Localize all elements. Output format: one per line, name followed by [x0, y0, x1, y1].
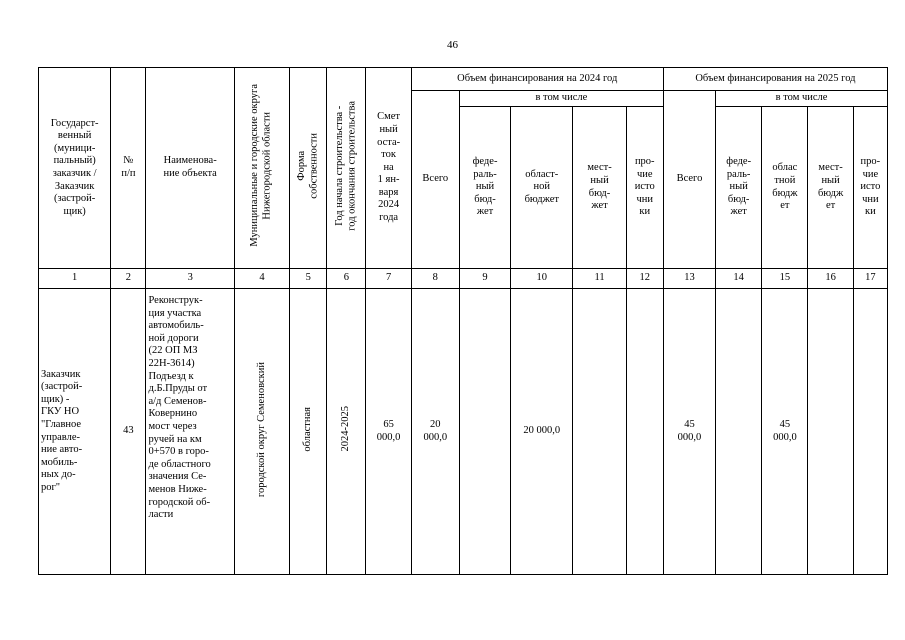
header-financing-2024: Объем финансирования на 2024 год [411, 68, 663, 91]
column-number: 14 [716, 269, 762, 289]
column-number: 10 [511, 269, 573, 289]
header-other-2024: про- чие исто чни ки [626, 107, 663, 269]
header-other-2025: про- чие исто чни ки [853, 107, 887, 269]
row-object-name: Реконструк- ция участка автомобиль- ной дороги (22 ОП МЗ 22Н-3614) Подъезд к д.Б.Пруды от а/д Семенов- Ковернино мост через ручей на км 0+570 в горо- де областного значения Се- менов Ниже- городской об- ласти [146, 289, 234, 575]
row-regional-2024: 20 000,0 [511, 289, 573, 575]
column-number: 8 [411, 269, 459, 289]
row-district-cell [234, 289, 289, 575]
row-ownership-cell [290, 289, 327, 575]
row-estimate: 65 000,0 [366, 289, 411, 575]
header-years: Год начала строительства - год окончания строительства [333, 100, 358, 231]
row-local-2024 [573, 289, 626, 575]
row-customer: Заказчик (застрой- щик) - ГКУ НО "Главное управле- ние авто- мобиль- ных до- рог" [39, 289, 111, 575]
column-number: 11 [573, 269, 626, 289]
column-number: 1 [39, 269, 111, 289]
header-total-2025: Всего [663, 91, 715, 269]
header-customer: Государст- венный (муници- пальный) заказчик / Заказчик (застрой- щик) [39, 68, 111, 269]
row-local-2025 [808, 289, 853, 575]
header-federal-2024: феде- раль- ный бюд- жет [459, 107, 510, 269]
column-number: 6 [327, 269, 366, 289]
row-total-2025: 45 000,0 [663, 289, 715, 575]
header-object-name: Наименова- ние объекта [146, 68, 234, 269]
row-years: 2024-2025 [340, 406, 352, 452]
row-federal-2024 [459, 289, 510, 575]
column-number: 9 [459, 269, 510, 289]
column-number: 15 [762, 269, 808, 289]
row-number: 43 [111, 289, 146, 575]
row-federal-2025 [716, 289, 762, 575]
column-number: 2 [111, 269, 146, 289]
header-number: № п/п [111, 68, 146, 269]
header-district-cell [234, 68, 289, 269]
column-number: 4 [234, 269, 289, 289]
column-number: 16 [808, 269, 853, 289]
header-years-cell [327, 68, 366, 269]
header-local-2025: мест- ный бюдж ет [808, 107, 853, 269]
table-row [39, 289, 888, 575]
row-regional-2025: 45 000,0 [762, 289, 808, 575]
header-regional-2025: облас тной бюдж ет [762, 107, 808, 269]
header-regional-2024: област- ной бюджет [511, 107, 573, 269]
row-ownership: областная [301, 406, 313, 452]
header-federal-2025: феде- раль- ный бюд- жет [716, 107, 762, 269]
header-financing-2025: Объем финансирования на 2025 год [663, 68, 887, 91]
header-ownership: Форма собственности [295, 132, 320, 199]
row-years-cell [327, 289, 366, 575]
row-other-2024 [626, 289, 663, 575]
header-estimate: Смет ный оста- ток на 1 ян- варя 2024 года [366, 68, 411, 269]
column-number: 12 [626, 269, 663, 289]
column-number: 3 [146, 269, 234, 289]
column-number: 5 [290, 269, 327, 289]
header-total-2024: Всего [411, 91, 459, 269]
row-total-2024: 20 000,0 [411, 289, 459, 575]
header-local-2024: мест- ный бюд- жет [573, 107, 626, 269]
header-including-2025: в том числе [716, 91, 888, 107]
header-including-2024: в том числе [459, 91, 663, 107]
row-district: городской округ Семеновский [255, 361, 267, 497]
header-ownership-cell [290, 68, 327, 269]
financing-table [38, 67, 888, 575]
column-number: 7 [366, 269, 411, 289]
page-number: 46 [447, 39, 458, 51]
column-number-row [39, 269, 888, 289]
column-number: 13 [663, 269, 715, 289]
column-number: 17 [853, 269, 887, 289]
row-other-2025 [853, 289, 887, 575]
header-district: Муниципальные и городские округа Нижегородской области [249, 84, 274, 247]
